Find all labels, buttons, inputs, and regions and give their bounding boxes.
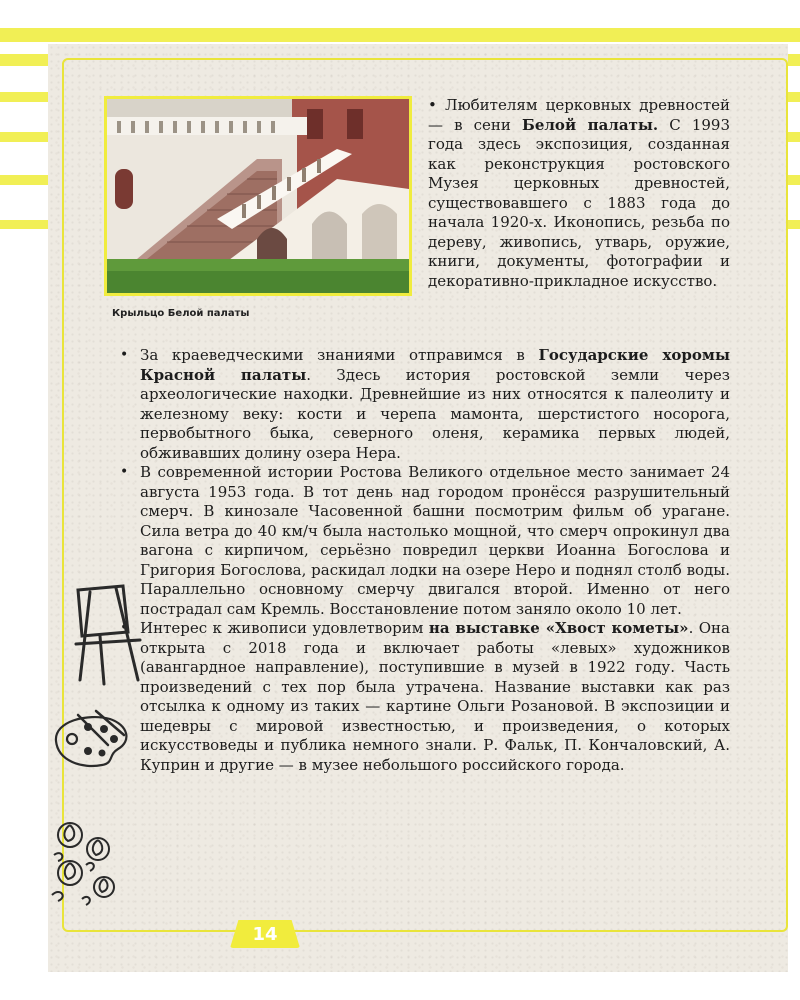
white-chamber-porch-photo: [104, 96, 412, 296]
intro-text-prefix: Любителям церковных древностей — в сени: [428, 96, 730, 134]
intro-paragraph: [428, 96, 730, 291]
page-number: [230, 920, 300, 948]
porch-illustration: [107, 99, 409, 293]
intro-text-suffix: С 1993 года здесь экспозиция, созданная как реконструкция ростовского Музея церковных древностей, существовавшего с 1883 года до начала 1920-х. Иконопись, резьба по дереву, живопись, утварь, оружие, книги, документы, фотографии и декоративно-прикладное искусство.: [428, 115, 731, 290]
list-item-text: За краеведческими знаниями отправимся в: [140, 346, 539, 364]
list-item-bold: Государские хоромы Красной палаты: [140, 346, 730, 384]
bullet-mark: •: [428, 96, 446, 114]
flowers-icon: [46, 815, 126, 907]
photo-caption: Крыльцо Белой палаты: [112, 308, 250, 319]
list-item-text: В современной истории Ростова Великого отдельное место занимает 24 августа 1953 года. В тот день над городом пронёсся разрушительный смерч. В кинозале Часовенной башни посмотрим фильм об урагане. Сила ветра до 40 км/ч была настолько мощной, что смерч опрокинул два вагона с кирпичом, серьёзно повредил церкви Иоанна Богослова и Григория Богослова, раскидал лодки на озере Неро и поднял столб воды. Параллельно основному смерчу двигался второй. Именно от него пострадал сам Кремль. Восстановление потом заняло около 10 лет.: [140, 463, 730, 618]
list-item-text: . Она открыта с 2018 года и включает работы «левых» художников (авангардное направление), поступившие в музей в 1922 году. Часть произведений с тех пор была утрачена. Название выставки как раз отсылка к одному из таких — картине Ольги Розановой. В экспозиции и шедевры с мировой известностью, и произведения, о которых искусствоведы и публика немного знали. Р. Фальк, П. Кончаловский, А. Куприн и другие — в музее небольшого российского города.: [140, 619, 730, 774]
list-item-bold: на выставке «Хвост кометы»: [428, 619, 689, 637]
stripe: [0, 28, 800, 42]
list-item: [140, 463, 730, 619]
easel-icon: [68, 580, 148, 690]
list-item: [140, 619, 730, 775]
page-number-label: 14: [252, 924, 278, 945]
list-item-text: . Здесь история ростовской земли через археологические находки. Древнейшие из них относятся к палеолиту и железному веку: кости и черепа мамонта, шерстистого носорога, первобытного быка, северного оленя, керамика первых людей, обживавших долину озера Нера.: [140, 365, 730, 462]
list-item: [140, 346, 730, 463]
list-item-text: Интерес к живописи удовлетворим: [140, 619, 429, 637]
intro-text-bold: Белой палаты.: [522, 115, 659, 134]
palette-icon: [48, 705, 136, 769]
bullet-list: [140, 346, 730, 775]
